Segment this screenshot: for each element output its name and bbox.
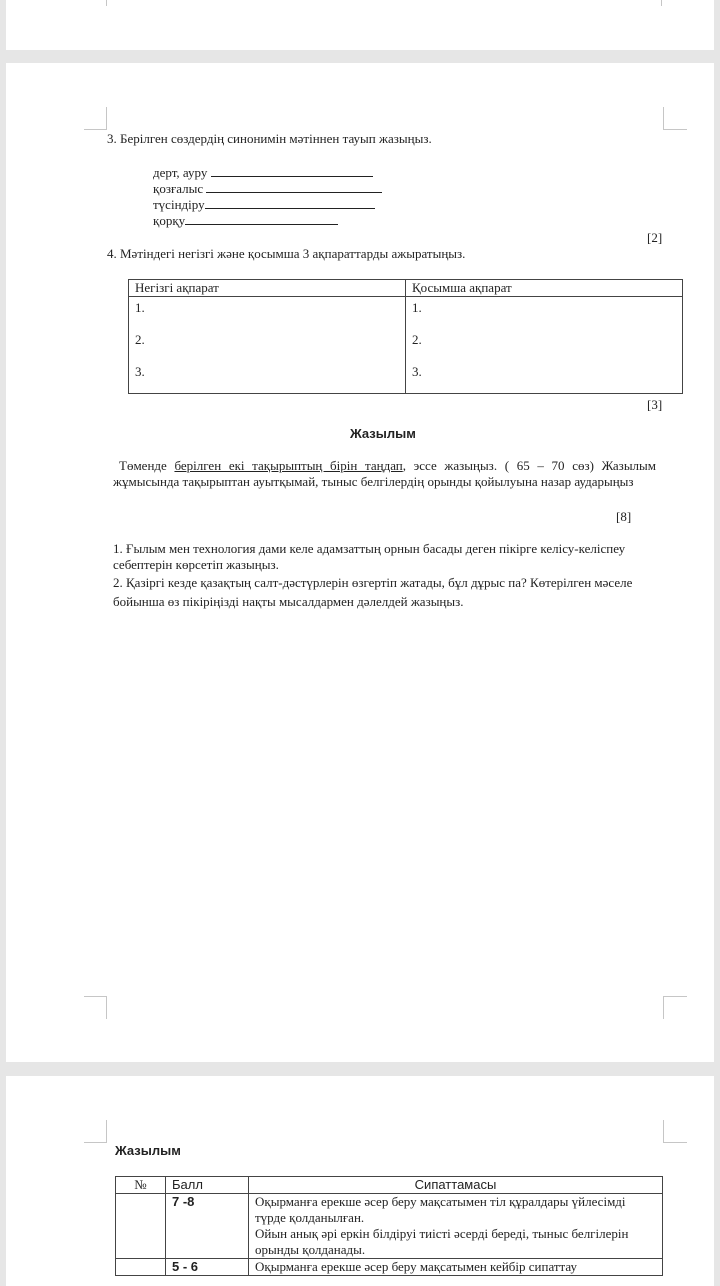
writing-topic-1: 1. Ғылым мен технология дами келе адамзаттың орнын басады деген пікірге келісу-келіспеу себептерін көрсетіп жазыңыз. — [113, 541, 626, 572]
main-info-row-2: 2. — [135, 332, 145, 347]
rubric-row-score: 5 - 6 — [166, 1259, 249, 1276]
crop-mark — [84, 107, 107, 130]
main-info-cell — [129, 297, 406, 394]
col-description-header: Сипаттамасы — [249, 1177, 663, 1194]
writing-heading: Жазылым — [350, 426, 416, 441]
crop-mark — [663, 1120, 687, 1143]
col-main-info-header: Негізгі ақпарат — [129, 280, 406, 297]
rubric-row-description — [249, 1259, 663, 1276]
rubric-desc-line: Ойын анық әрі еркін білдіруі тиісті әсерді береді, тыныс белгілерін орынды қолданады. — [255, 1226, 629, 1257]
task4-score: [3] — [647, 397, 663, 412]
rubric-desc-line: Оқырманға ерекше әсер беру мақсатымен тіл құралдары үйлесімді түрде қолданылған. — [255, 1194, 626, 1225]
crop-mark — [106, 0, 107, 6]
col-score-header: Балл — [166, 1177, 249, 1194]
rubric-row-number — [116, 1259, 166, 1276]
extra-info-row-1: 1. — [412, 300, 422, 315]
rubric-heading: Жазылым — [115, 1143, 181, 1158]
rubric-table — [115, 1176, 663, 1276]
main-info-row-3: 3. — [135, 364, 145, 379]
extra-info-row-2: 2. — [412, 332, 422, 347]
document-page-1 — [6, 0, 714, 50]
rubric-row-score: 7 -8 — [166, 1194, 249, 1259]
rubric-desc-line: Оқырманға ерекше әсер беру мақсатымен кейбір сипаттау — [255, 1259, 578, 1274]
task3-word-4: қорқу — [153, 213, 338, 229]
document-page-2 — [6, 63, 714, 1062]
task3-word-3: түсіндіру — [153, 197, 375, 213]
crop-mark — [84, 1120, 107, 1143]
rubric-row-description — [249, 1194, 663, 1259]
writing-topic-2: 2. Қазіргі кезде қазақтың салт-дәстүрлерін өзгертіп жатады, бұл дұрыс па? Көтерілген мәселе бойынша өз пікіріңізді нақты мысалдармен дәлелдей жазыңыз. — [113, 575, 633, 609]
crop-mark — [663, 996, 687, 1019]
col-number-header: № — [116, 1177, 166, 1194]
writing-instruction: Төменде берілген екі тақырыптың бірін таңдап, эссе жазыңыз. ( 65 – 70 сөз) Жазылым жұмысында тақырыптан ауытқымай, тыныс белгілердің орынды қойылуына назар аударыңыз — [113, 458, 657, 489]
task3-word-1: дерт, ауру — [153, 165, 373, 181]
task4-title: 4. Мәтіндегі негізгі және қосымша 3 ақпараттарды ажыратыңыз. — [107, 246, 466, 261]
task3-title: 3. Берілген сөздердің синонимін мәтіннен тауып жазыңыз. — [107, 131, 432, 146]
main-info-row-1: 1. — [135, 300, 145, 315]
extra-info-row-3: 3. — [412, 364, 422, 379]
crop-mark — [663, 107, 687, 130]
info-table — [128, 279, 683, 394]
task3-score: [2] — [647, 230, 663, 245]
task3-word-2: қозғалыс — [153, 181, 382, 197]
crop-mark — [84, 996, 107, 1019]
crop-mark — [661, 0, 662, 6]
extra-info-cell — [406, 297, 683, 394]
writing-score: [8] — [616, 509, 632, 524]
rubric-row-number — [116, 1194, 166, 1259]
col-extra-info-header: Қосымша ақпарат — [406, 280, 683, 297]
document-page-3 — [6, 1076, 714, 1286]
